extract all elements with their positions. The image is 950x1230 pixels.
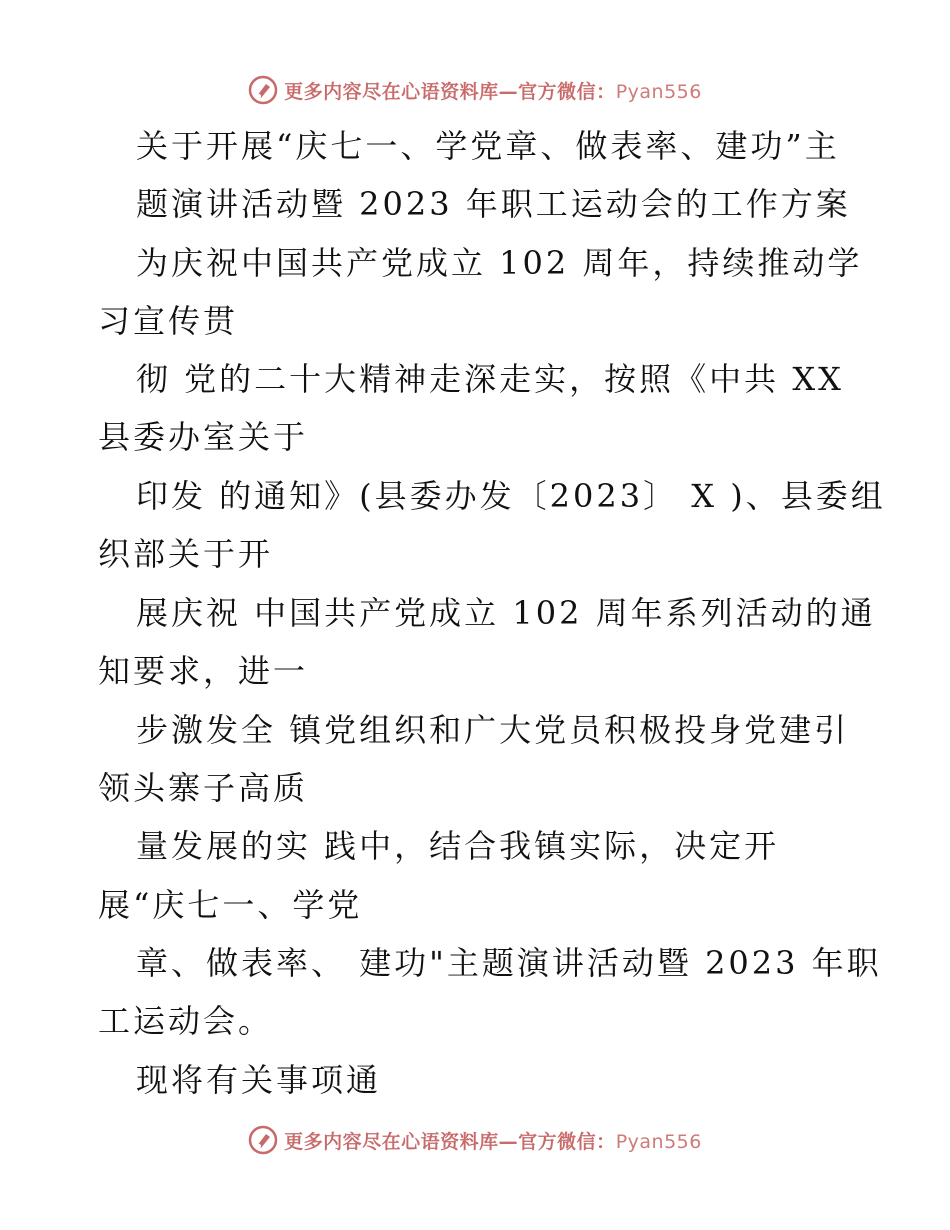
body-line: 县委办室关于 bbox=[98, 418, 309, 456]
body-line: 量发展的实 践中，结合我镇实际，决定开 bbox=[136, 827, 780, 865]
body-line: 展庆祝 中国共产党成立 102 周年系列活动的通 bbox=[136, 594, 876, 632]
body-line: 章、做表率、 建功"主题演讲活动暨 2023 年职 bbox=[136, 944, 882, 982]
watermark-dash: — bbox=[498, 1130, 519, 1153]
body-line: 展“庆七一、学党 bbox=[98, 886, 363, 924]
body-line: 为庆祝中国共产党成立 102 周年，持续推动学 bbox=[136, 244, 863, 282]
watermark-brand: 更多内容尽在心语资料库 bbox=[284, 1130, 499, 1153]
body-line: 印发 的通知》(县委办发〔2023〕 X )、县委组 bbox=[136, 477, 886, 515]
watermark-wechat-label: 官方微信： bbox=[518, 1130, 616, 1153]
watermark-handle: Pyan556 bbox=[615, 1130, 702, 1153]
watermark-handle: Pyan556 bbox=[615, 80, 702, 103]
footer-watermark bbox=[0, 1120, 950, 1160]
body-line: 习宣传贯 bbox=[98, 302, 239, 340]
body-line: 彻 党的二十大精神走深走实，按照《中共 XX bbox=[136, 360, 844, 398]
body-line: 现将有关事项通 bbox=[136, 1061, 382, 1099]
body-line: 步激发全 镇党组织和广大党员积极投身党建引 bbox=[136, 711, 850, 749]
watermark-wechat-label: 官方微信： bbox=[518, 80, 616, 103]
pen-nib-circle-icon bbox=[248, 1125, 278, 1155]
document-title-line-1: 关于开展“庆七一、学党章、做表率、建功”主 bbox=[136, 127, 840, 165]
body-line: 织部关于开 bbox=[98, 535, 274, 573]
body-line: 知要求，进一 bbox=[98, 652, 309, 690]
body-line: 领头寨子高质 bbox=[98, 769, 309, 807]
watermark-text bbox=[284, 1127, 702, 1154]
document-title-line-2: 题演讲活动暨 2023 年职工运动会的工作方案 bbox=[136, 185, 851, 223]
watermark-dash: — bbox=[498, 80, 519, 103]
watermark-brand: 更多内容尽在心语资料库 bbox=[284, 80, 499, 103]
body-line: 工运动会。 bbox=[98, 1002, 274, 1040]
